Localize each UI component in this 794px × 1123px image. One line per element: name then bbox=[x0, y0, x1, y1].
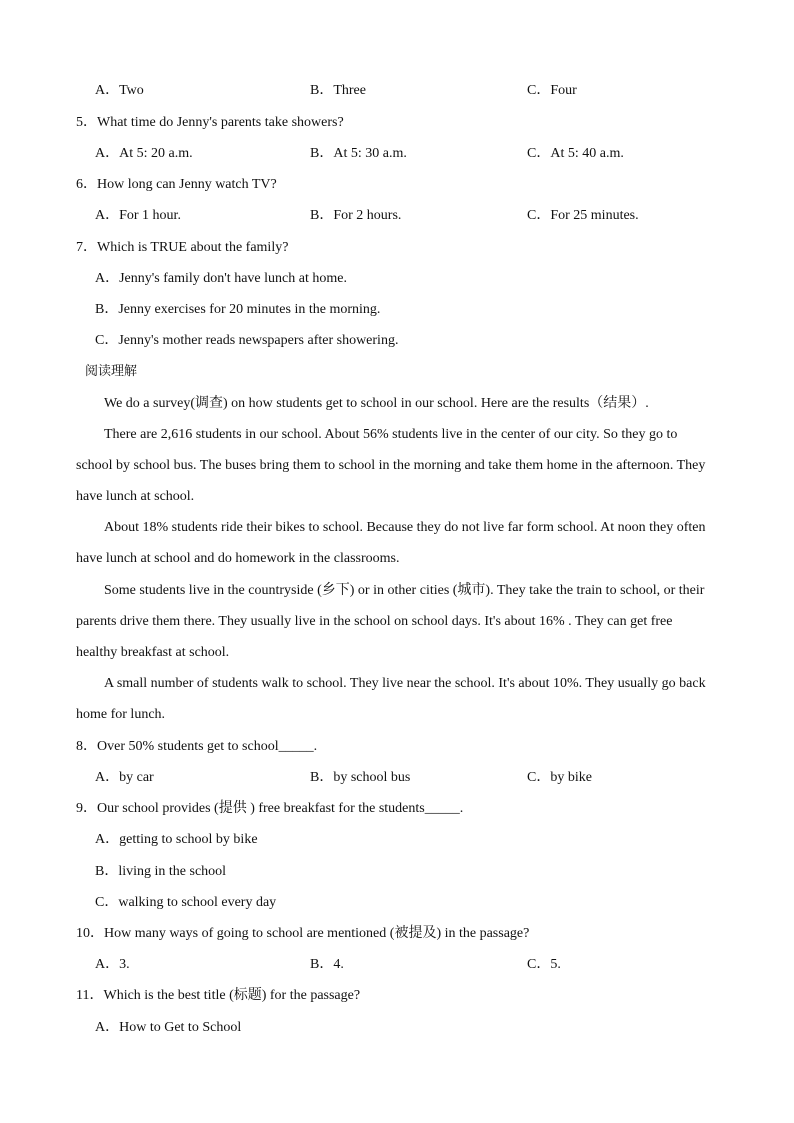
q8-option-a: A．by car bbox=[95, 770, 154, 785]
q11-option-a: A．How to Get to School bbox=[95, 1020, 242, 1035]
passage-paragraph-2-line-3: have lunch at school. bbox=[76, 489, 195, 504]
q9-question: 9．Our school provides (提供 ) free breakfast for the students_____. bbox=[76, 801, 464, 816]
q6-option-c: C．For 25 minutes. bbox=[527, 208, 639, 223]
q11-question: 11．Which is the best title (标题) for the passage? bbox=[76, 988, 361, 1003]
q4-option-c: C．Four bbox=[527, 83, 577, 98]
section-heading: 阅读理解 bbox=[85, 364, 138, 379]
q6-option-a: A．For 1 hour. bbox=[95, 208, 181, 223]
q4-option-b: B．Three bbox=[310, 83, 366, 98]
q5-option-a: A．At 5: 20 a.m. bbox=[95, 146, 193, 161]
q5-question: 5．What time do Jenny's parents take showers? bbox=[76, 115, 344, 130]
q7-option-a: A．Jenny's family don't have lunch at home. bbox=[95, 271, 347, 286]
q6-question: 6．How long can Jenny watch TV? bbox=[76, 177, 277, 192]
q8-question: 8．Over 50% students get to school_____. bbox=[76, 739, 318, 754]
q10-option-b: B．4. bbox=[310, 957, 344, 972]
passage-paragraph-4-line-3: healthy breakfast at school. bbox=[76, 645, 230, 660]
q9-option-c: C．walking to school every day bbox=[95, 895, 277, 910]
q5-option-b: B．At 5: 30 a.m. bbox=[310, 146, 407, 161]
q9-option-a: A．getting to school by bike bbox=[95, 832, 258, 847]
q10-question: 10．How many ways of going to school are mentioned (被提及) in the passage? bbox=[76, 926, 530, 941]
q7-question: 7．Which is TRUE about the family? bbox=[76, 240, 289, 255]
passage-paragraph-2-line-1: There are 2,616 students in our school. About 56% students live in the center of our city. So they go to bbox=[104, 427, 678, 442]
q9-option-b: B．living in the school bbox=[95, 864, 227, 879]
q5-option-c: C．At 5: 40 a.m. bbox=[527, 146, 624, 161]
q6-option-b: B．For 2 hours. bbox=[310, 208, 402, 223]
passage-paragraph-5-line-2: home for lunch. bbox=[76, 707, 166, 722]
q8-option-b: B．by school bus bbox=[310, 770, 411, 785]
passage-paragraph-3-line-1: About 18% students ride their bikes to school. Because they do not live far form school. At noon they often bbox=[104, 520, 706, 535]
passage-paragraph-2-line-2: school by school bus. The buses bring them to school in the morning and take them home in the afternoon. They bbox=[76, 458, 706, 473]
passage-paragraph-3-line-2: have lunch at school and do homework in the classrooms. bbox=[76, 551, 400, 566]
passage-paragraph-5-line-1: A small number of students walk to school. They live near the school. It's about 10%. They usually go back bbox=[104, 676, 706, 691]
q7-option-b: B．Jenny exercises for 20 minutes in the morning. bbox=[95, 302, 381, 317]
q10-option-a: A．3. bbox=[95, 957, 130, 972]
passage-paragraph-1: We do a survey(调查) on how students get to school in our school. Here are the results（结果）. bbox=[104, 396, 649, 411]
q10-option-c: C．5. bbox=[527, 957, 561, 972]
passage-paragraph-4-line-2: parents drive them there. They usually live in the school on school days. It's about 16% . They can get free bbox=[76, 614, 673, 629]
q4-option-a: A．Two bbox=[95, 83, 144, 98]
q8-option-c: C．by bike bbox=[527, 770, 592, 785]
passage-paragraph-4-line-1: Some students live in the countryside (乡下) or in other cities (城市). They take the train to school, or their bbox=[104, 583, 705, 598]
q7-option-c: C．Jenny's mother reads newspapers after showering. bbox=[95, 333, 399, 348]
